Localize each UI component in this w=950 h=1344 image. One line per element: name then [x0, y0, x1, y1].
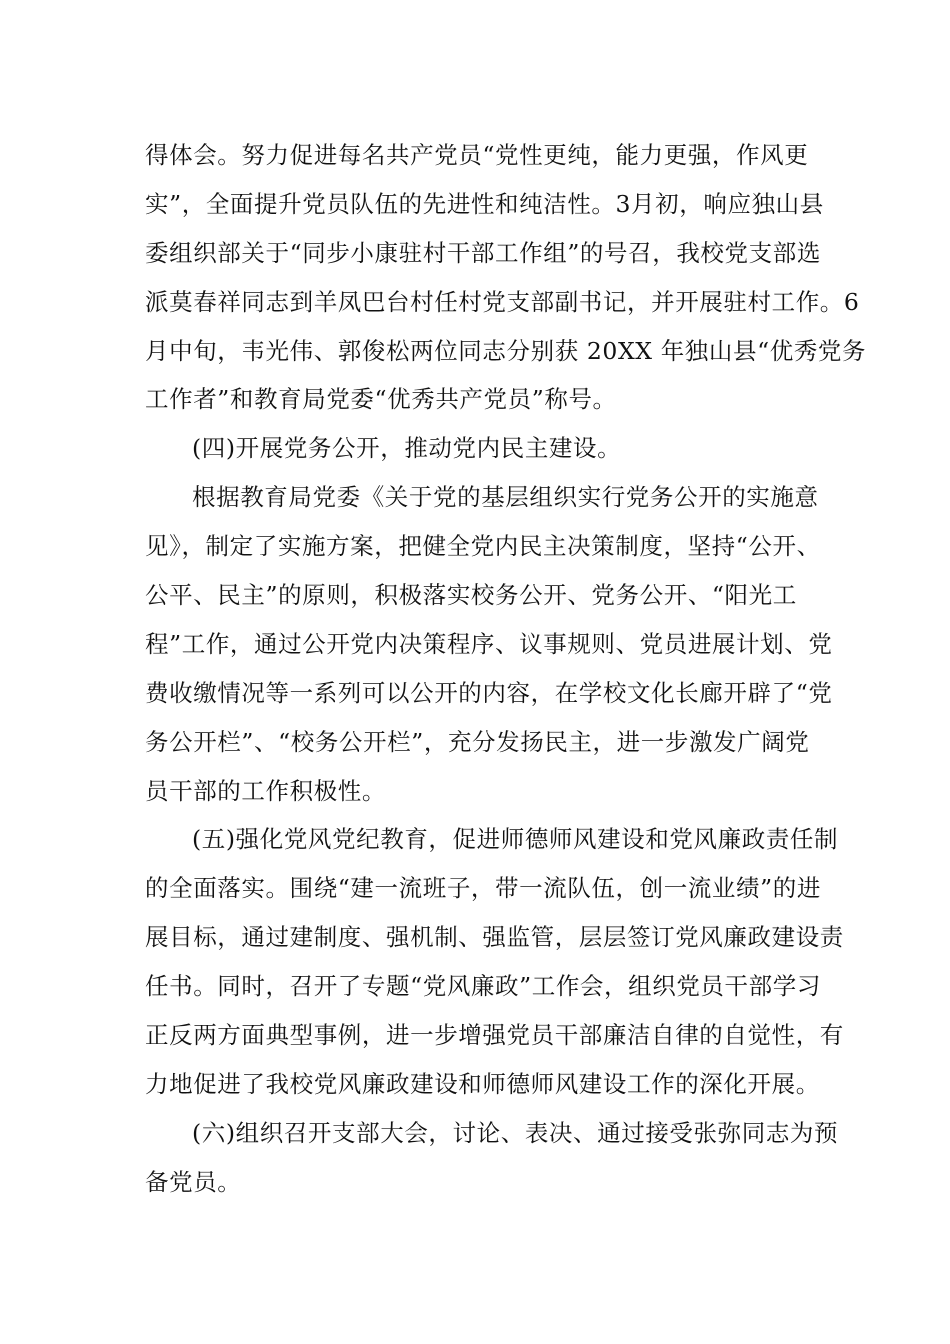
text-line: 正反两方面典型事例，进一步增强党员干部廉洁自律的自觉性，有 [145, 1021, 844, 1050]
text-line: 根据教育局党委《关于党的基层组织实行党务公开的实施意 [192, 483, 819, 512]
section-heading-6: (六)组织召开支部大会，讨论、表决、通过接受张弥同志为预 [192, 1118, 839, 1147]
text-line: 的全面落实。围绕“建一流班子，带一流队伍，创一流业绩”的进 [145, 874, 821, 903]
text-line: 实”，全面提升党员队伍的先进性和纯洁性。3月初，响应独山县 [145, 189, 824, 218]
text-line: 力地促进了我校党风廉政建设和师德师风建设工作的深化开展。 [145, 1069, 820, 1098]
text-line: 见》，制定了实施方案，把健全党内民主决策制度，坚持“公开、 [145, 532, 821, 561]
text-line: 员干部的工作积极性。 [145, 776, 386, 805]
text-line: 展目标，通过建制度、强机制、强监管，层层签订党风廉政建设责 [145, 923, 844, 952]
text-line: 公平、民主”的原则，积极落实校务公开、党务公开、“阳光工 [145, 581, 797, 610]
text-line: 月中旬，韦光伟、郭俊松两位同志分别获 20XX 年独山县“优秀党务 [145, 336, 867, 365]
section-heading-4: (四)开展党务公开，推动党内民主建设。 [192, 434, 622, 463]
section-heading-5: (五)强化党风党纪教育，促进师德师风建设和党风廉政责任制 [192, 825, 839, 854]
text-line: 程”工作，通过公开党内决策程序、议事规则、党员进展计划、党 [145, 629, 833, 658]
text-line: 委组织部关于“同步小康驻村干部工作组”的号召，我校党支部选 [145, 238, 821, 267]
text-line: 任书。同时，召开了专题“党风廉政”工作会，组织党员干部学习 [145, 972, 821, 1001]
text-line: 务公开栏”、“校务公开栏”，充分发扬民主，进一步激发广阔党 [145, 727, 810, 756]
text-line: 得体会。努力促进每名共产党员“党性更纯，能力更强，作风更 [145, 141, 809, 169]
document-page [145, 131, 867, 1207]
text-line: 费收缴情况等一系列可以公开的内容，在学校文化长廊开辟了“党 [145, 678, 833, 707]
text-line: 派莫春祥同志到羊凤巴台村任村党支部副书记，并开展驻村工作。6 [145, 287, 860, 316]
text-line: 工作者”和教育局党委“优秀共产党员”称号。 [145, 385, 617, 414]
text-line: 备党员。 [145, 1167, 242, 1196]
